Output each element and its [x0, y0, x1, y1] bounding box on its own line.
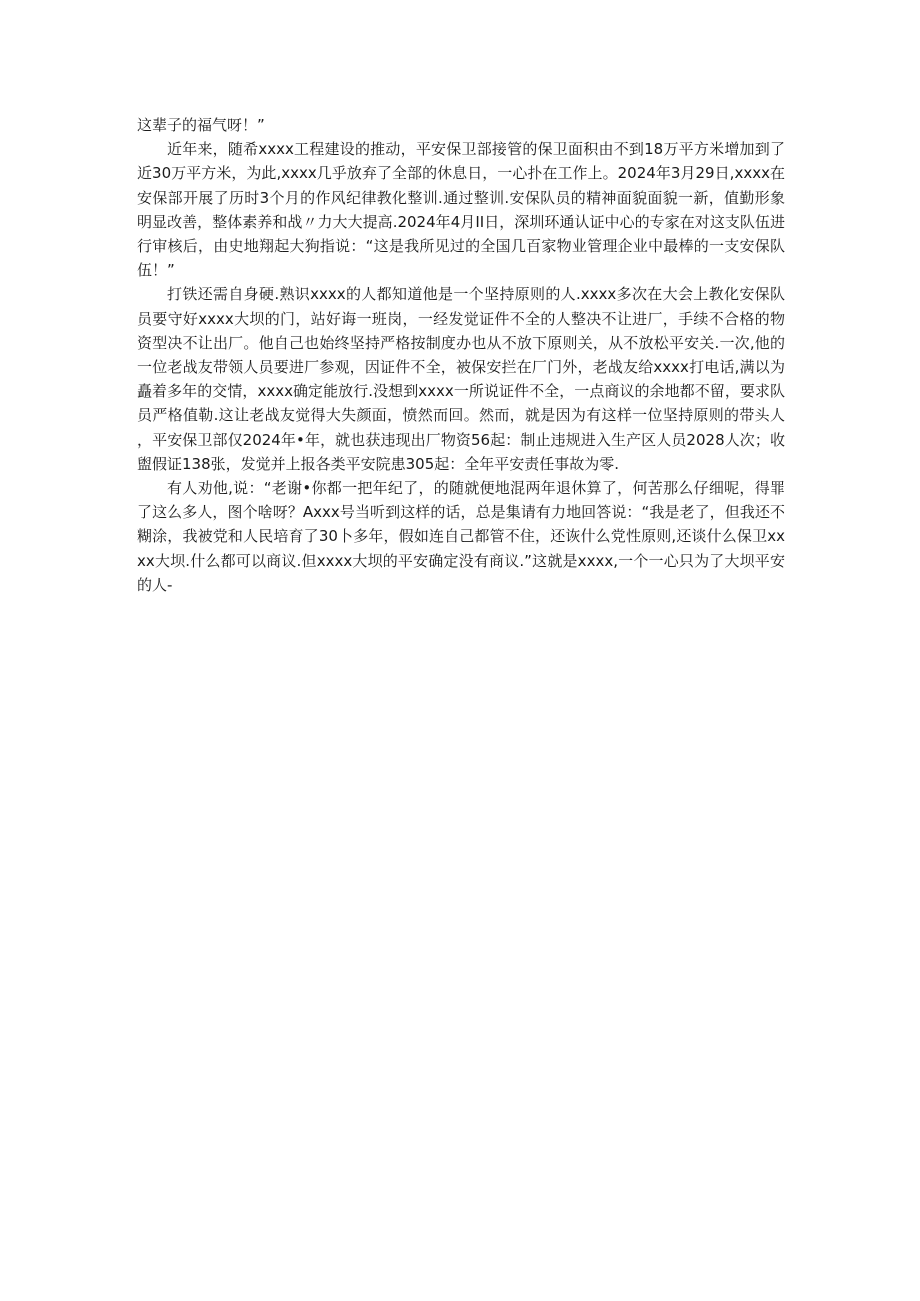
- paragraph-continued: 这辈子的福气呀！”: [137, 116, 265, 134]
- document-body: [137, 113, 785, 597]
- paragraph-area-growth: 近年来，随希xxxx工程建设的推动，平安保卫部接管的保卫面积由不到18万平方米增加到了近30万平方米，为此,xxxx几乎放弃了全部的休息日，一心扑在工作上。2024年3月29日,xxxx在安保部开展了历时3个月的作风纪律教化整训.通过整训.安保队员的精神面貌面貌一新，值勤形象明显改善，整体素养和战〃力大大提高.2024年4月II日，深圳环通认证中心的专家在对这支队伍进行审核后，由史地翔起大狗指说：“这是我所见过的全国几百家物业管理企业中最棒的一支安保队伍！”: [137, 140, 785, 280]
- paragraph-advice: 有人劝他,说：“老谢•你都一把年纪了，的随就便地混两年退休算了，何苦那么仔细呢，得罪了这么多人，图个啥呀？Axxx号当听到这样的话，总是集请有力地回答说：“我是老了，但我还不糊涂，我被党和人民培育了30卜多年，假如连自己都管不住，还诙什么党性原则,还谈什么保卫xxxx大坝.什么都可以商议.但xxxx大坝的平安确定没有商议.”这就是xxxx,一个一心只为了大坝平安的人-: [137, 479, 785, 594]
- paragraph-principles: 打铁还需自身硬.熟识xxxx的人都知道他是一个坚持原则的人.xxxx多次在大会上教化安保队员要守好xxxx大坝的门，站好诲一班岗，一经发觉证件不全的人整决不让进厂，手续不合格的物资型决不让出厂。他自己也始终坚持严格按制度办也从不放下原则关，从不放松平安关.一次,他的一位老战友带领人员要进厂参观，因证件不全，被保安拦在厂门外，老战友给xxxx打电话,满以为矗着多年的交情，xxxx确定能放行.没想到xxxx一所说证件不全，一点商议的余地都不留，要求队员严格值勒.这让老战友觉得大失颜面，愤然而回。然而，就是因为有这样一位坚持原则的带头人，平安保卫部仅2024年•年，就也获违现出厂物资56起：制止违规进入生产区人员2028人次；收盥假证138张，发觉并上报各类平安院患305起：全年平安责任事故为零.: [137, 285, 785, 473]
